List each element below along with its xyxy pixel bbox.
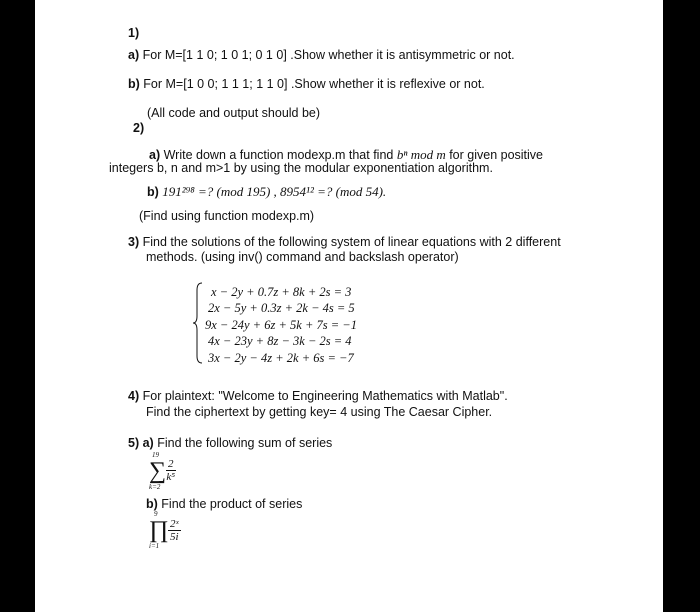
q2-number: 2) [133, 121, 145, 135]
q1b [128, 77, 485, 92]
sum-denominator: k⁵ [166, 471, 176, 483]
q4-number: 4) [128, 389, 140, 403]
equation-system [205, 284, 357, 366]
q3-text-1: Find the solutions of the following system of linear equations with 2 different [142, 235, 561, 249]
q2a-math: bⁿ mod m [396, 147, 446, 162]
q1a-text: For M=[1 1 0; 1 0 1; 0 1 0] .Show whether it is antisymmetric or not. [142, 48, 515, 62]
equation-1: x − 2y + 0.7z + 8k + 2s = 3 [211, 285, 352, 299]
q2a-line2: integers b, n and m>1 by using the modular exponentiation algorithm. [109, 161, 493, 175]
q5b-text: Find the product of series [161, 497, 303, 511]
q1-number: 1) [128, 26, 140, 40]
prod-fraction [168, 518, 181, 543]
equation-5: 3x − 2y − 4z + 2k + 6s = −7 [208, 350, 354, 365]
q1a-label: a) [128, 48, 140, 62]
q2a-text-2: for given positive [449, 148, 544, 162]
sum-numerator: 2 [168, 458, 174, 470]
q5-line1 [128, 436, 332, 451]
q5b-label: b) [146, 497, 158, 511]
prod-lower: i=1 [149, 542, 160, 550]
q1b-label: b) [128, 77, 140, 91]
sum-series [149, 451, 166, 491]
q2a-label: a) [149, 148, 161, 162]
q1-note: (All code and output should be) [147, 106, 321, 120]
q4-text-1: For plaintext: "Welcome to Engineering Mathematics with Matlab". [142, 389, 508, 403]
prod-numerator: 2ˣ [170, 518, 179, 530]
q4-line1 [128, 389, 508, 404]
q3-number: 3) [128, 235, 140, 249]
q5a-label: a) [142, 436, 154, 450]
q5a-text: Find the following sum of series [157, 436, 333, 450]
sum-fraction [166, 458, 176, 483]
equation-3: 9x − 24y + 6z + 5k + 7s = −1 [205, 317, 357, 332]
q2a-text-1: Write down a function modexp.m that find [163, 148, 394, 162]
q2b-math: 191²⁹⁸ =? (mod 195) , 8954¹² =? (mod 54). [162, 184, 387, 199]
document-page [35, 0, 663, 612]
prod-upper: 9 [154, 510, 158, 518]
q2-note: (Find using function modexp.m) [139, 209, 315, 223]
q1b-text: For M=[1 0 0; 1 1 1; 1 1 0] .Show whether it is reflexive or not. [143, 77, 485, 91]
q3-line2: methods. (using inv() command and backslash operator) [146, 250, 459, 264]
q5-number: 5) [128, 436, 140, 450]
sum-lower: k=2 [149, 483, 161, 491]
prod-denominator: 5i [170, 531, 179, 543]
pi-symbol: ∏ [149, 517, 169, 543]
q4-line2: Find the ciphertext by getting key= 4 using The Caesar Cipher. [146, 405, 493, 419]
sum-upper: 19 [152, 451, 159, 459]
equation-2: 2x − 5y + 0.3z + 2k − 4s = 5 [208, 301, 355, 316]
product-series [149, 510, 169, 550]
q1a [128, 48, 515, 63]
q2b [147, 184, 386, 200]
q5b [146, 497, 302, 512]
equation-4: 4x − 23y + 8z − 3k − 2s = 4 [208, 334, 352, 349]
q2b-label: b) [147, 185, 159, 199]
q3-line1 [128, 235, 561, 250]
equation-brace [193, 282, 203, 364]
sigma-symbol: ∑ [149, 458, 167, 484]
